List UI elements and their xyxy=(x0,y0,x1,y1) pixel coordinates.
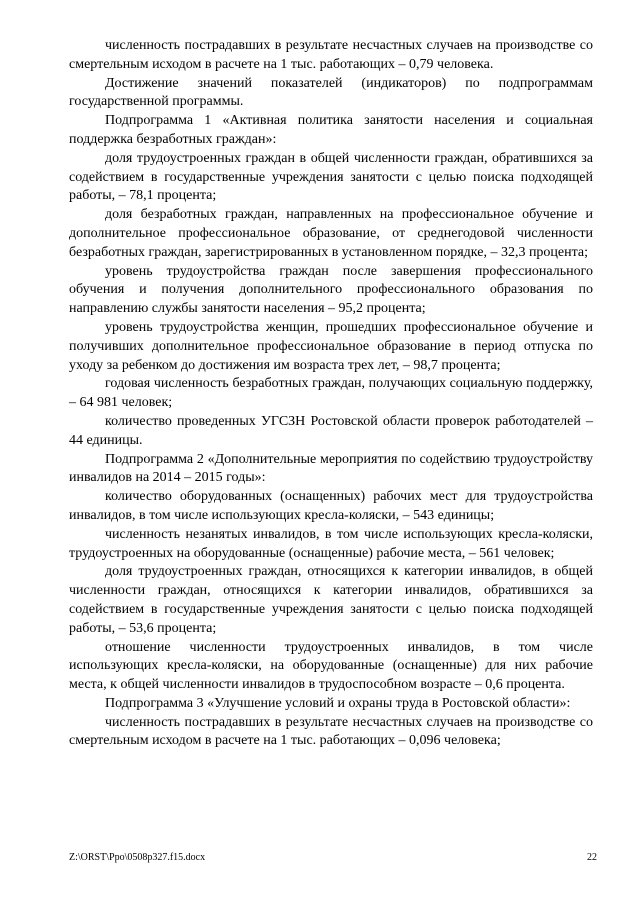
paragraph-subprogram-1-heading: Подпрограмма 1 «Активная политика занятости населения и социальная поддержка безработных граждан»: xyxy=(69,113,593,147)
paragraph-disabled-employed-share: доля трудоустроенных граждан, относящихся к категории инвалидов, в общей численности граждан, относящихся к категории инвалидов, обратившихся за содействием в государственные учреждения занятости с целью поиска подходящей работы, – 53,6 процента; xyxy=(69,564,593,636)
paragraph-fatality-rate-summary: численность пострадавших в результате несчастных случаев на производстве со смертельным исходом в расчете на 1 тыс. работающих – 0,79 человека. xyxy=(69,38,593,72)
paragraph-employment-after-training: уровень трудоустройства граждан после завершения профессионального обучения и получения дополнительного профессионального образования по направлению службы занятости населения – 95,2 процента; xyxy=(69,263,593,317)
document-body xyxy=(69,37,593,751)
paragraph-employed-share: доля трудоустроенных граждан в общей численности граждан, обратившихся за содействием в государственные учреждения занятости с целью поиска подходящей работы, – 78,1 процента; xyxy=(69,150,593,204)
paragraph-disabled-employed-count: численность незанятых инвалидов, в том числе использующих кресла-коляски, трудоустроенных на оборудованные (оснащенные) рабочие места, – 561 человек; xyxy=(69,526,593,561)
footer-file-path: Z:\ORST\Ppo\0508p327.f15.docx xyxy=(69,852,206,863)
paragraph-fatality-rate-target: численность пострадавших в результате несчастных случаев на производстве со смертельным исходом в расчете на 1 тыс. работающих – 0,096 человека; xyxy=(69,714,593,749)
paragraph-subprogram-3-heading: Подпрограмма 3 «Улучшение условий и охраны труда в Ростовской области»: xyxy=(105,695,571,711)
paragraph-subprogram-2-heading: Подпрограмма 2 «Дополнительные мероприятия по содействию трудоустройству инвалидов на 2014 – 2015 годы»: xyxy=(69,451,593,486)
paragraph-subprogram-indicators-intro: Достижение значений показателей (индикаторов) по подпрограммам государственной программы. xyxy=(69,75,593,110)
paragraph-employer-inspections: количество проведенных УГСЗН Ростовской области проверок работодателей – 44 единицы. xyxy=(69,413,593,448)
paragraph-women-employment: уровень трудоустройства женщин, прошедших профессиональное обучение и получивших дополнительное профессиональное образование в период отпуска по уходу за ребенком до достижения им возраста трех лет, – 98,7 процента; xyxy=(69,319,593,373)
paragraph-disabled-ratio: отношение численности трудоустроенных инвалидов, в том числе использующих кресла-коляски, на оборудованные (оснащенные) для них рабочие места, к общей численности инвалидов в трудоспособном возрасте – 0,6 процента. xyxy=(69,639,593,693)
paragraph-training-share: доля безработных граждан, направленных на профессиональное обучение и дополнительное профессиональное образование, от среднегодовой численности безработных граждан, зарегистрированных в установленном порядке, – 32,3 процента; xyxy=(69,207,593,260)
paragraph-social-support-count: годовая численность безработных граждан, получающих социальную поддержку, – 64 981 человек; xyxy=(69,376,593,411)
paragraph-equipped-workplaces: количество оборудованных (оснащенных) рабочих мест для трудоустройства инвалидов, в том числе использующих кресла-коляски, – 543 единицы; xyxy=(69,489,593,523)
page-number: 22 xyxy=(587,852,597,863)
